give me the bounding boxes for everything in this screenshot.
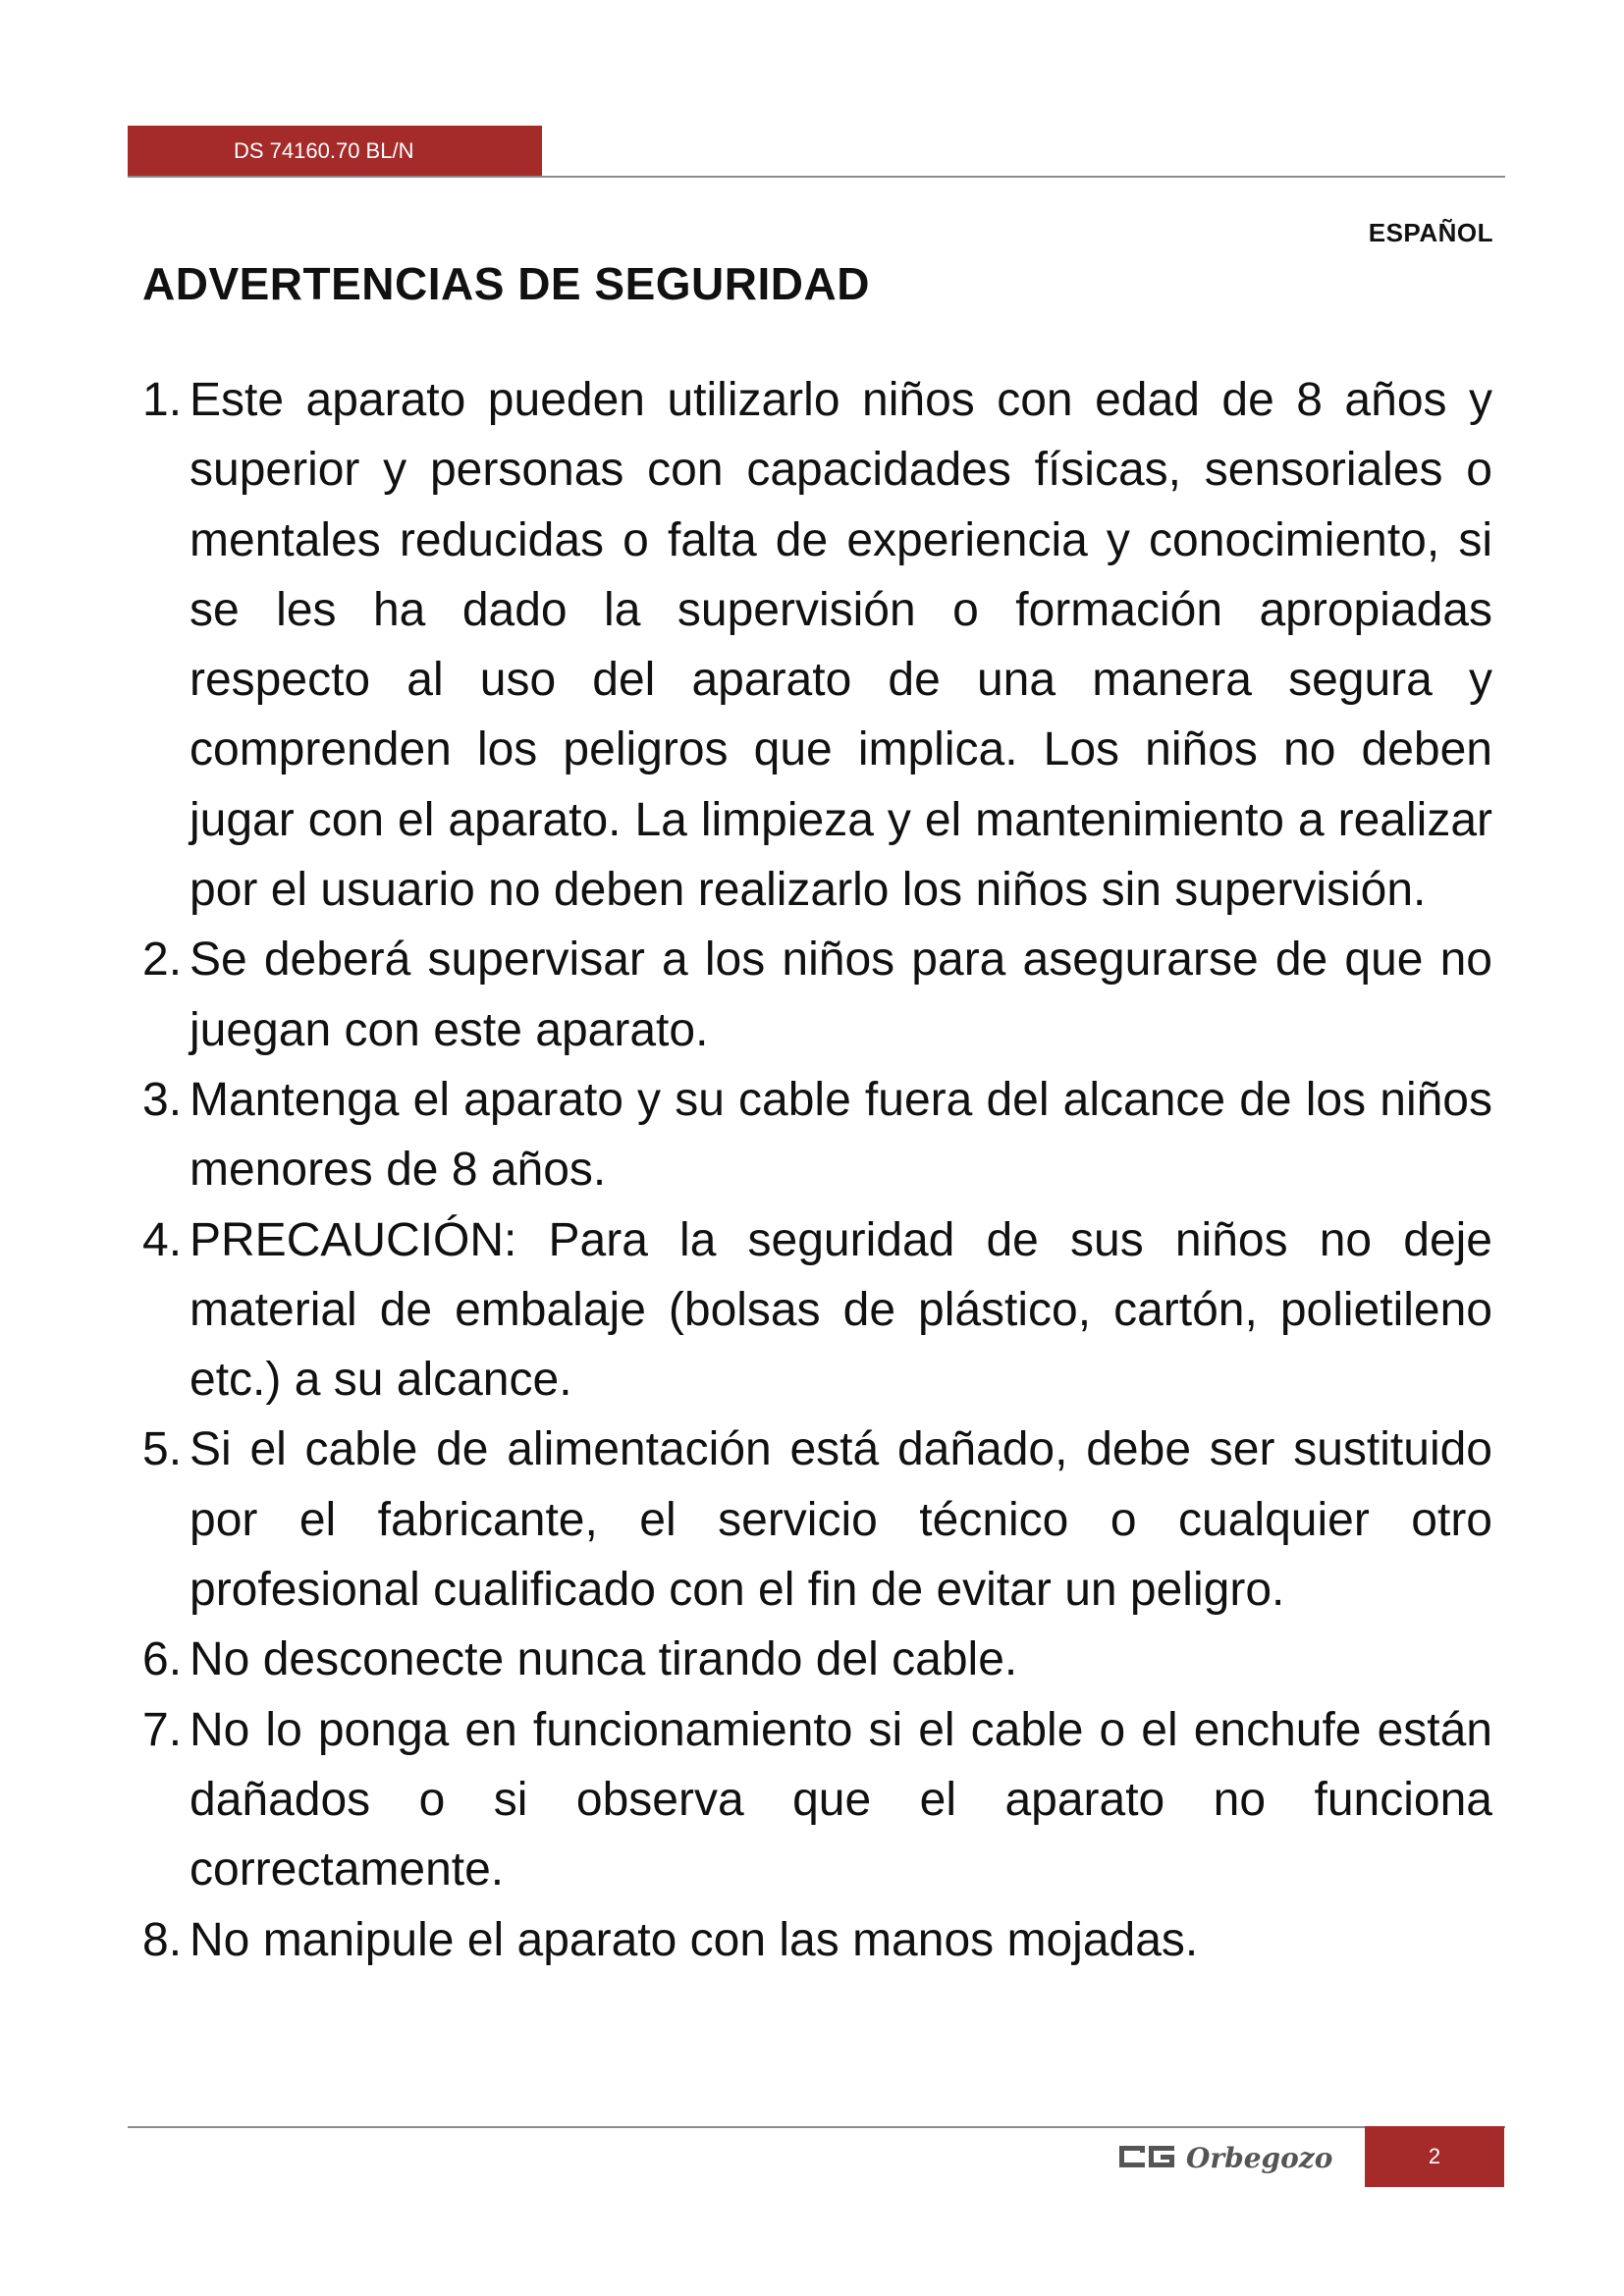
warning-item-8 <box>142 1905 1492 1975</box>
warning-item-4 <box>142 1205 1492 1415</box>
safety-warnings-list <box>142 365 1492 1975</box>
item-number: 3. <box>142 1073 183 1126</box>
section-title: ADVERTENCIAS DE SEGURIDAD <box>142 258 870 309</box>
item-text: No lo ponga en funcionamiento si el cable o el enchufe están dañados o si observa que el aparato no funciona correctamente. <box>189 1703 1492 1896</box>
footer-divider <box>128 2126 1505 2128</box>
item-number: 7. <box>142 1703 183 1756</box>
warning-item-5 <box>142 1415 1492 1625</box>
item-number: 1. <box>142 374 183 426</box>
warning-item-1 <box>142 365 1492 925</box>
item-number: 6. <box>142 1633 183 1686</box>
item-number: 4. <box>142 1213 183 1266</box>
item-text: No manipule el aparato con las manos mojadas. <box>189 1913 1199 1966</box>
item-text: Este aparato pueden utilizarlo niños con edad de 8 años y superior y personas con capacidades físicas, sensoriales o mentales reducidas o falta de experiencia y conocimiento, si se les ha dado la supervisión o formación apropiadas respecto al uso del aparato de una manera segura y comprenden los peligros que implica. Los niños no deben jugar con el aparato. La limpieza y el mantenimiento a realizar por el usuario no deben realizarlo los niños sin supervisión. <box>189 374 1492 917</box>
item-text: No desconecte nunca tirando del cable. <box>189 1633 1018 1686</box>
item-number: 8. <box>142 1913 183 1966</box>
orbegozo-logo <box>1119 2136 1347 2177</box>
model-number-tab: DS 74160.70 BL/N <box>128 126 542 177</box>
item-number: 5. <box>142 1423 183 1476</box>
warning-item-7 <box>142 1695 1492 1905</box>
header-divider <box>128 176 1505 178</box>
item-text: Se deberá supervisar a los niños para asegurarse de que no juegan con este aparato. <box>189 934 1492 1056</box>
item-text: PRECAUCIÓN: Para la seguridad de sus niños no deje material de embalaje (bolsas de plástico, cartón, polietileno etc.) a su alcance. <box>189 1213 1492 1407</box>
cg-emblem-icon <box>1119 2146 1174 2167</box>
item-text: Mantenga el aparato y su cable fuera del alcance de los niños menores de 8 años. <box>189 1073 1492 1197</box>
warning-item-3 <box>142 1065 1492 1205</box>
brand-wordmark: Orbegozo <box>1186 2142 1333 2174</box>
language-label: ESPAÑOL <box>1368 218 1493 247</box>
item-text: Si el cable de alimentación está dañado, debe ser sustituido por el fabricante, el servicio técnico o cualquier otro profesional cualificado con el fin de evitar un peligro. <box>189 1423 1492 1617</box>
warning-item-2 <box>142 925 1492 1065</box>
page-number: 2 <box>1365 2126 1504 2187</box>
warning-item-6 <box>142 1625 1492 1694</box>
item-number: 2. <box>142 934 183 987</box>
